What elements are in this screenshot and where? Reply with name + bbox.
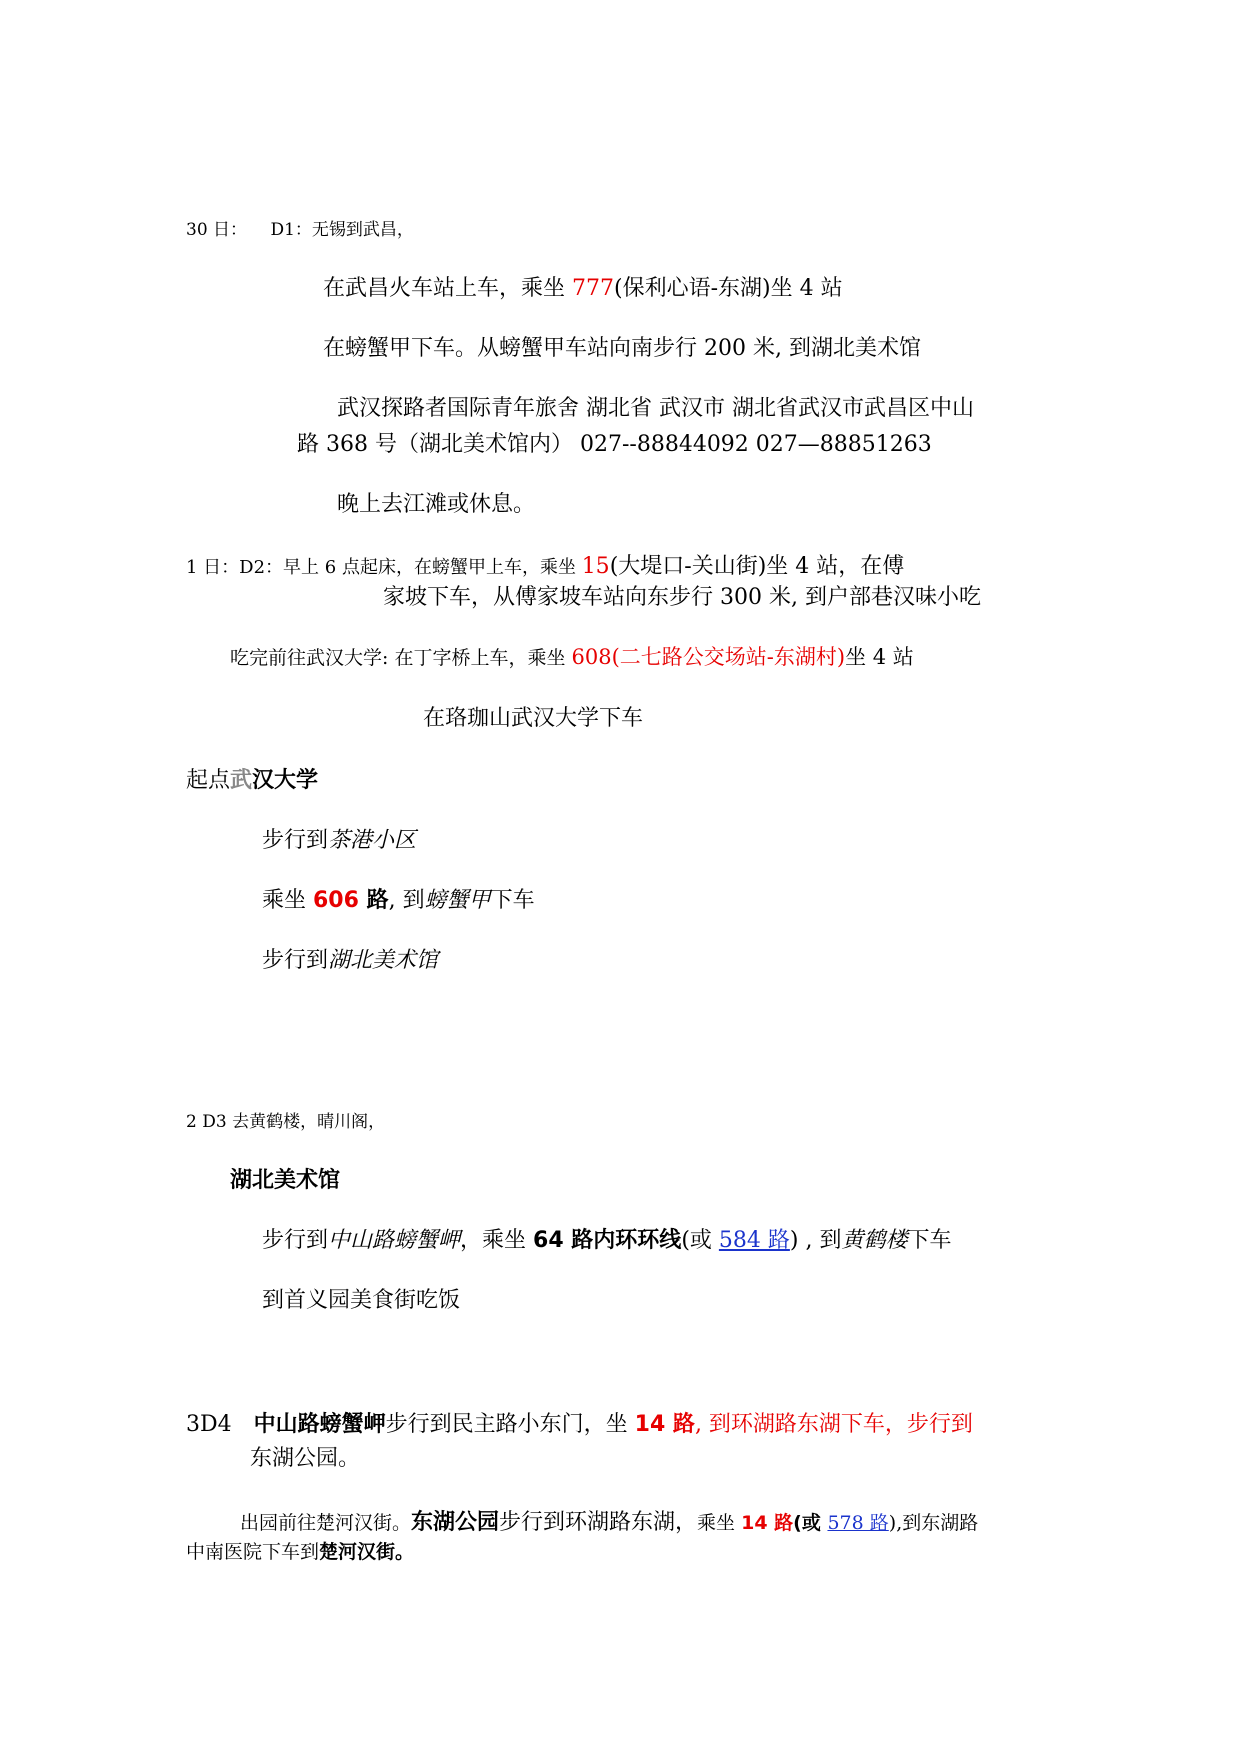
d4-exit-line (240, 1510, 978, 1536)
d3-walk-or: (或 (681, 1228, 719, 1253)
d3-food: 到首义园美食街吃饭 (262, 1288, 461, 1313)
d4-exit-walk: 步行到环湖路东湖， (499, 1510, 698, 1535)
d4-text: 步行到民主路小东门，坐 (385, 1412, 635, 1437)
bus-608: 608 (571, 645, 612, 669)
d2-header-text-b: (大堤口-关山街)坐 4 站，在傅 (609, 554, 905, 579)
d4-text-b: , 到环湖路东湖下车，步行到 (694, 1412, 973, 1437)
d3-header: 2 D3 去黄鹤楼，晴川阁， (186, 1112, 386, 1132)
d4-exit-park: 东湖公园 (411, 1510, 500, 1535)
d2-ride-text: 乘坐 (262, 888, 313, 913)
bus-64: 64 路内环环线 (533, 1228, 682, 1253)
bus-14: 14 路 (634, 1412, 695, 1437)
d4-line2: 东湖公园。 (250, 1446, 361, 1471)
d3-walk-dest: 黄鹤楼 (841, 1228, 908, 1253)
d3-walk-to: ) , 到 (789, 1228, 842, 1253)
d3-walk-ride: ，乘坐 (460, 1228, 534, 1253)
d2-header (186, 554, 904, 580)
d2-univ-route: (二七路公交场站-东湖村) (611, 645, 846, 669)
d2-ride-to: , 到 (388, 888, 425, 913)
d2-ride (262, 888, 535, 914)
d2-header-text: 1 日：D2：早上 6 点起床，在螃蟹甲上车，乘坐 (186, 557, 582, 578)
d1-hostel-line1: 武汉探路者国际青年旅舍 湖北省 武汉市 湖北省武汉市武昌区中山 (337, 396, 974, 421)
d1-line1-text-b: (保利心语-东湖)坐 4 站 (614, 276, 843, 301)
d3-walk-off: 下车 (907, 1228, 952, 1253)
d2-header-line2: 家坡下车，从傅家坡车站向东步行 300 米, 到户部巷汉味小吃 (383, 585, 981, 610)
d3-walk (262, 1228, 952, 1254)
d2-start-place: 汉大学 (252, 768, 319, 793)
bus-777: 777 (572, 276, 614, 301)
d2-walk1-place: 茶港小区 (328, 828, 417, 853)
d2-start-label: 起点 (186, 768, 231, 793)
d2-ride-stop: 螃蟹甲 (424, 888, 491, 913)
d4-exit-to: ),到东湖路 (888, 1512, 979, 1534)
d2-walk2-place: 湖北美术馆 (328, 948, 439, 973)
d3-walk-text: 步行到 (262, 1228, 329, 1253)
d2-ride-off: 下车 (490, 888, 535, 913)
d1-header (186, 220, 414, 240)
d1-evening: 晚上去江滩或休息。 (337, 492, 536, 517)
d1-line1 (323, 276, 843, 302)
d1-hostel-line2: 路 368 号（湖北美术馆内） 027--88844092 027—88851263 (297, 432, 932, 457)
d1-line1-text: 在武昌火车站上车，乘坐 (323, 276, 572, 301)
d4-exit-ride: 乘坐 (697, 1512, 742, 1534)
d2-walk2 (262, 948, 438, 974)
d3-start: 湖北美术馆 (230, 1168, 341, 1193)
link-578[interactable]: 578 路 (827, 1512, 889, 1534)
link-584[interactable]: 584 路 (718, 1228, 790, 1253)
d1-date: 30 日： (186, 220, 248, 240)
bus-606: 606 (313, 888, 359, 913)
d2-walk1-text: 步行到 (262, 828, 329, 853)
d2-start (186, 768, 318, 794)
d4-start: 中山路螃蟹岬 (253, 1412, 386, 1437)
d4-exit-line2-text: 中南医院下车到 (186, 1541, 320, 1563)
bus-15: 15 (581, 554, 610, 579)
d2-ride-lu: 路 (358, 888, 389, 913)
d4-exit-text: 出园前往楚河汉街。 (240, 1512, 412, 1534)
bus-14-exit: 14 路 (741, 1512, 794, 1534)
d2-start-wu: 武 (230, 768, 253, 793)
d2-univ-text: 吃完前往武汉大学: 在丁字桥上车，乘坐 (230, 647, 572, 669)
d2-univ-stops: 坐 4 站 (845, 645, 914, 669)
d1-line2: 在螃蟹甲下车。从螃蟹甲车站向南步行 200 米, 到湖北美术馆 (323, 336, 921, 361)
d2-walk1 (262, 828, 416, 854)
d4-exit-line2 (186, 1541, 414, 1564)
d3-walk-place: 中山路螃蟹岬 (328, 1228, 461, 1253)
d2-univ-line (230, 645, 914, 670)
d4-exit-or: (或 (793, 1512, 828, 1534)
d1-title: D1：无锡到武昌， (270, 220, 414, 240)
d4-line1 (186, 1412, 973, 1438)
d4-exit-dest: 楚河汉街。 (319, 1541, 415, 1563)
d2-walk2-text: 步行到 (262, 948, 329, 973)
d2-univ-line2: 在珞珈山武汉大学下车 (423, 706, 644, 731)
d4-label: 3D4 (186, 1412, 232, 1437)
